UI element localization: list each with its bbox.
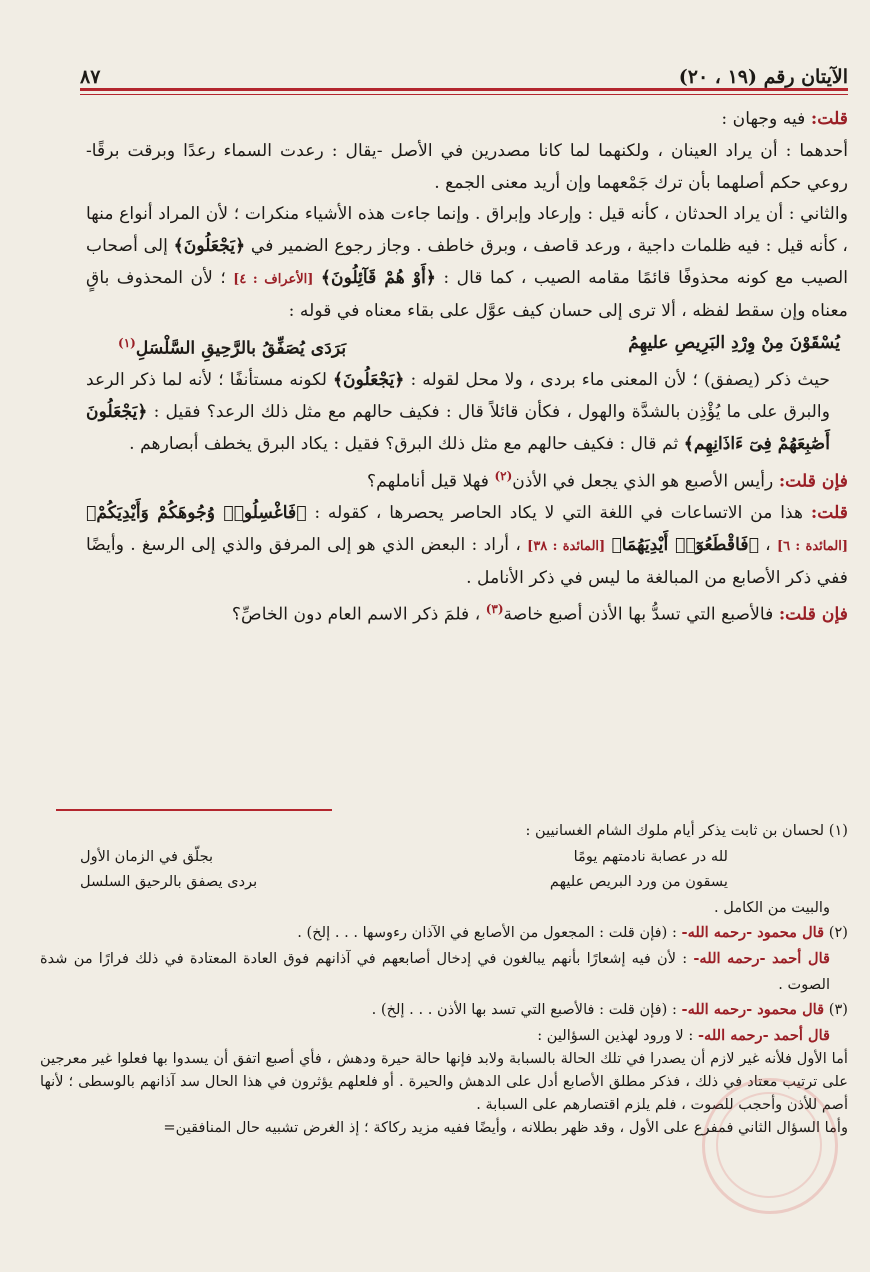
footnote-2-mahmud-label: قال محمود -رحمه الله- [681, 924, 825, 942]
question-2-text-a: رأيس الأصبع هو الذي يجعل في الأذن [512, 471, 779, 492]
quran-quote-iqtaoo: ﴿فَاقْطَعُوٓا۟ أَيْدِيَهُمَا﴾ [611, 534, 759, 555]
surah-ref-araf: [الأعراف : ٤] [233, 271, 314, 287]
answer-2-part-a: هذا من الاتساعات في اللغة التي لا يكاد الحاصر يحصرها ، كقوله : [306, 503, 811, 524]
page-number: ٨٧ [80, 66, 101, 88]
paragraph-2-part-b: إلى أصحاب الصيب مع كونه محذوفًا قائمًا مقامه الصيب ، كما قال : [86, 236, 848, 288]
question-2 [86, 461, 848, 499]
footnote-3-paragraph-1: أما الأول فلأنه غير لازم أن يصدرا في تلك الحالة بالسبابة ولابد فإنها حالة حيرة ودهش ، فأي أصبع اتفق أن يسدوا بها فعلوا غير معرجين على ترتيب معتاد في ذلك ، فذكر مطلق الأصابع أدل على الدهش والحيرة . أو فلعلهم يؤثرون في هذا الحال سد آذانهم بالوسطى ؛ لأنها أصم للأذن وأحجب للصوت ، فلم يلزم اقتصارهم على السبابة . [40, 1050, 848, 1113]
paragraph-3 [86, 365, 848, 460]
paragraph-1: أحدهما : أن يراد العينان ، ولكنهما لما كانا مصدرين في الأصل -يقال : رعدت السماء رعدًا وبرقت برقًا- روعي حكم أصلهما بأن ترك جَمْعهما وإن أريد معنى الجمع . [86, 140, 848, 193]
answer-2-part-b: ، [758, 534, 777, 555]
footnote-marker-1: (١) [118, 335, 136, 350]
quran-quote-asabiahum: ﴿يَجْعَلُونَ أَصَٰبِعَهُمْ فِىٓ ءَاذَانِهِم﴾ [86, 401, 830, 454]
question-1-label: قلت: [810, 109, 848, 129]
footnote-1-intro: (١) لحسان بن ثابت يذكر أيام ملوك الشام الغسانيين : [525, 822, 848, 839]
header-rule-thick [80, 88, 848, 91]
question-3-text-b: ، فلمَ ذكر الاسم العام دون الخاصِّ؟ [231, 605, 486, 626]
footnote-2-ahmad-label: قال أحمد -رحمه الله- [693, 949, 830, 967]
footnote-3-mahmud [40, 997, 848, 1023]
footnote-marker-3: (٣) [485, 602, 504, 617]
surah-ref-maidah-38: [المائدة : ٣٨] [527, 538, 606, 554]
question-3-label: فإن قلت: [778, 605, 848, 626]
question-1-text: فيه وجهان : [721, 109, 811, 129]
footnote-3-mahmud-label: قال محمود -رحمه الله- [681, 1001, 825, 1019]
quran-quote-yajaloon: ﴿يَجْعَلُونَ﴾ [173, 236, 246, 257]
answer-2-part-c: ، أراد : البعض الذي هو إلى المرفق والذي إلى الرسغ . وأيضًا ففي ذكر الأصابع من المبالغة ما ليس في ذكر الأنامل . [86, 534, 848, 588]
footnote-2-number: (٢) [824, 924, 848, 942]
footnote-1-verse-2-left: بردى يصفق بالرحيق السلسل [80, 873, 258, 891]
poem-verse [86, 328, 848, 366]
footnote-3-mahmud-text: : (فإن قلت : فالأصبع التي تسد بها الأذن . . . إلخ) . [371, 1001, 682, 1019]
quran-quote-qailoon: ﴿أَوْ هُمْ قَآئِلُونَ﴾ [320, 267, 436, 288]
footnote-3-number: (٣) [824, 1001, 848, 1019]
footnote-marker-2: (٢) [494, 468, 513, 483]
running-header [80, 56, 848, 88]
question-3-text-a: فالأصبع التي تسدُّ بها الأذن أصبع خاصة [503, 605, 779, 626]
question-3 [86, 594, 848, 632]
poem-hemistich-left-text: بَرَدَى يُصَفِّقُ بالرَّحِيقِ السَّلْسَلِ [135, 338, 347, 359]
answer-2-label: قلت: [810, 503, 848, 524]
header-title: الآيتان رقم (١٩ ، ٢٠) [678, 66, 848, 88]
footnote-1-verse-1 [40, 844, 848, 870]
paragraph-3-part-c: ثم قال : فكيف حالهم مع مثل ذلك البرق؟ فقيل : يكاد البرق يخطف أبصارهم . [129, 433, 684, 454]
paragraph-2-part-c: ؛ لأن المحذوف باقٍ معناه وإن سقط لفظه ، ألا ترى إلى حسان كيف عوَّل على بقاء معناه في قوله : [86, 267, 848, 321]
footnotes [40, 818, 848, 1140]
quran-quote-yajaloon-2: ﴿يَجْعَلُونَ﴾ [332, 370, 405, 391]
footnote-3-ahmad-text: : لا ورود لهذين السؤالين : [537, 1026, 698, 1044]
footnote-2-ahmad-text: : لأن فيه إشعارًا بأنهم يبالغون في إدخال أصابعهم في آذانهم فوق العادة المعتادة في ذلك فرارًا من شدة الصوت . [40, 949, 830, 993]
header-rule-thin [80, 94, 848, 95]
answer-2 [86, 498, 848, 594]
paragraph-3-part-b: لكونه مستأنفًا ؛ لأنه لما ذكر الرعد والبرق على ما يُؤْذِن بالشدَّة والهول ، فكأن قائلاً قال : فكيف حالهم مع مثل ذلك الرعد؟ فقيل : [86, 370, 830, 422]
footnote-1-end: والبيت من الكامل . [713, 898, 830, 916]
footnote-3-ahmad [40, 1023, 848, 1049]
question-2-text-b: فهلا قيل أناملهم؟ [367, 471, 495, 492]
footnote-2-mahmud [40, 920, 848, 946]
surah-ref-maidah-6: [المائدة : ٦] [776, 538, 849, 554]
question-1 [86, 104, 848, 136]
question-2-label: فإن قلت: [778, 471, 848, 492]
paragraph-2-part-a: والثاني : أن يراد الحدثان ، كأنه قيل : وإرعاد وإبراق . وإنما جاءت هذه الأشياء منكرات ؛ لأن المراد أنواع منها ، كأنه قيل : فيه ظلمات داجية ، ورعد قاصف ، وبرق خاطف . وجاز رجوع الضمير في [86, 204, 848, 257]
footnote-separator [56, 809, 332, 811]
footnote-1-verse-2-right: يسقون من ورد البريص عليهم [549, 873, 728, 891]
poem-hemistich-left [118, 328, 346, 366]
footnote-3-ahmad-label: قال أحمد -رحمه الله- [697, 1026, 830, 1044]
poem-hemistich-right: يُسْقَوْنَ مِنْ وِرْدِ البَرِيصِ عليهِمُ [628, 332, 840, 353]
paragraph-2 [86, 199, 848, 327]
footnote-1-verse-1-right: لله در عصابة نادمتهم يومًا [573, 847, 728, 865]
footnote-2-mahmud-text: : (فإن قلت : المجعول من الأصابع في الآذان رءوسها . . . إلخ) . [297, 924, 682, 942]
footnote-2-ahmad [40, 946, 848, 997]
library-stamp-inner-ring [716, 1092, 822, 1198]
main-text [86, 104, 848, 632]
quran-quote-ighsiloo: ﴿فَاغْسِلُوا۟ وُجُوهَكُمْ وَأَيْدِيَكُمْ﴾ [86, 503, 307, 524]
footnote-1-verse-1-left: بجلّق في الزمان الأول [80, 847, 214, 865]
footnote-3-paragraph-2: وأما السؤال الثاني فمفرع على الأول ، وقد ظهر بطلانه ، وأيضًا ففيه مزيد ركاكة ؛ إذ الغرض تشبيه حال المنافقين= [163, 1118, 848, 1136]
paragraph-3-part-a: حيث ذكر (يصفق) ؛ لأن المعنى ماء بردى ، ولا محل لقوله : [404, 370, 831, 391]
footnote-1-verse-2 [40, 869, 848, 895]
